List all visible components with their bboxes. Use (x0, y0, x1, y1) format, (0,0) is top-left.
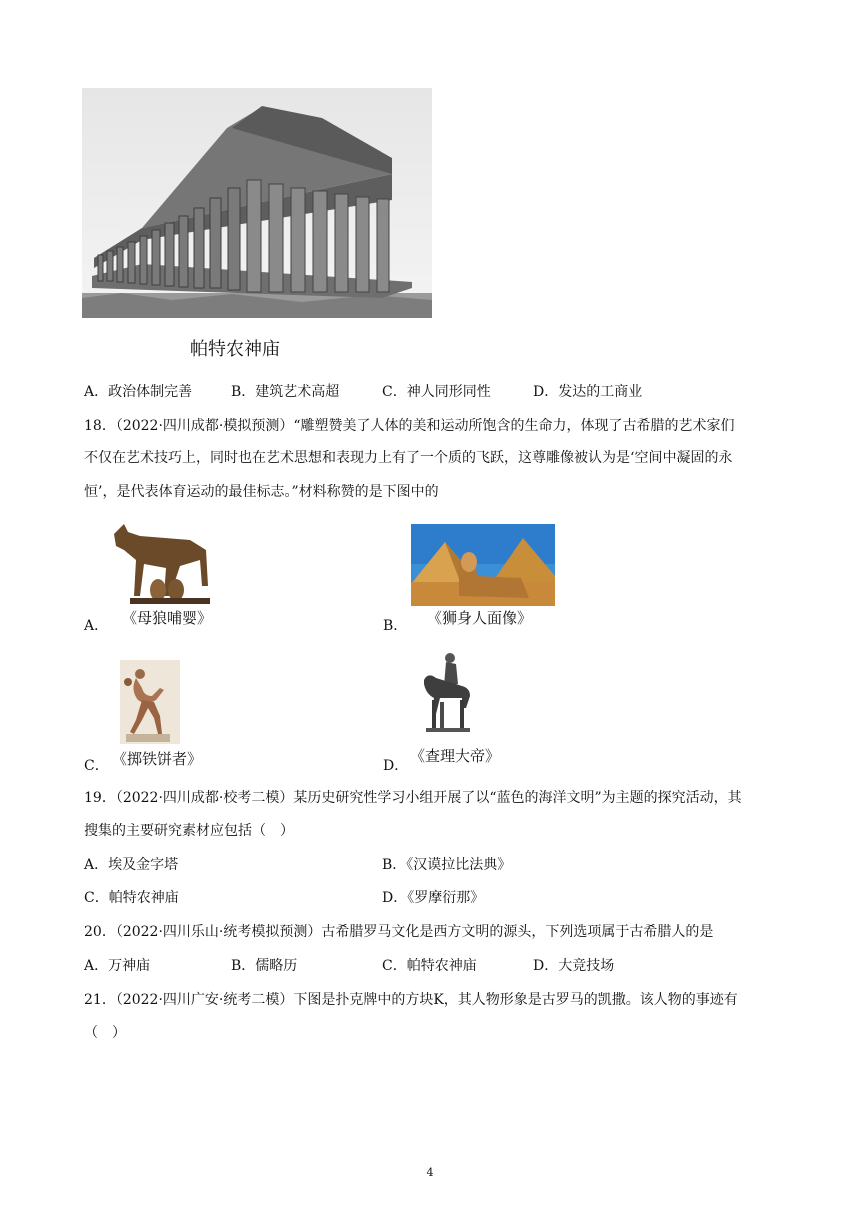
option-letter: B． (231, 958, 256, 974)
option-text: 万神庙 (108, 958, 151, 974)
option-text: 政治体制完善 (108, 384, 193, 400)
option-letter: A． (84, 384, 109, 400)
option-letter: D． (533, 384, 559, 400)
discobolus-caption: 《掷铁饼者》 (112, 750, 203, 768)
option-text: 《汉谟拉比法典》 (406, 857, 512, 873)
sphinx-image (411, 524, 555, 606)
q18-option-b-letter[interactable]: B． (383, 618, 408, 634)
q17-option-b[interactable] (231, 382, 339, 402)
q21-line-1: 21．（2022·四川广安·统考二模）下图是扑克牌中的方块K，其人物形象是古罗马的凯撒。该人物的事迹有 (84, 992, 738, 1008)
q19-line-2: 搜集的主要研究素材应包括（ ） (84, 823, 294, 839)
option-text: 神人同形同性 (406, 384, 491, 400)
q18-option-d-letter[interactable]: D． (383, 758, 409, 774)
q18-option-a-letter[interactable]: A． (84, 618, 109, 634)
option-text: 大竞技场 (558, 958, 615, 974)
q18-option-c-letter[interactable]: C． (84, 758, 109, 774)
q19-option-d[interactable] (382, 888, 484, 908)
parthenon-caption: 帕特农神庙 (190, 339, 280, 360)
option-text: 儒略历 (255, 958, 298, 974)
option-letter: B． (231, 384, 256, 400)
q20-line: 20．（2022·四川乐山·统考模拟预测）古希腊罗马文化是西方文明的源头，下列选项属于古希腊人的是 (84, 924, 714, 940)
q20-option-b[interactable] (231, 956, 297, 976)
charlemagne-caption: 《查理大帝》 (410, 747, 501, 765)
option-text: 建筑艺术高超 (255, 384, 340, 400)
option-text: 发达的工商业 (558, 384, 643, 400)
option-letter: D． (382, 890, 408, 906)
option-letter: C． (382, 958, 407, 974)
option-text: 《罗摩衍那》 (407, 890, 485, 906)
q19-option-c[interactable] (84, 888, 179, 908)
sphinx-caption: 《狮身人面像》 (427, 609, 533, 627)
option-letter: C． (84, 890, 109, 906)
option-letter: B． (382, 857, 407, 873)
q19-line-1: 19．（2022·四川成都·校考二模）某历史研究性学习小组开展了以“蓝色的海洋文明”为主题的探究活动，其 (84, 790, 742, 806)
parthenon-photo (82, 88, 432, 318)
q20-option-c[interactable] (382, 956, 477, 976)
q18-line-1: 18．（2022·四川成都·模拟预测）“雕塑赞美了人体的美和运动所饱含的生命力，体现了古希腊的艺术家们 (84, 418, 735, 434)
q17-option-a[interactable] (84, 382, 192, 402)
option-text: 帕特农神庙 (108, 890, 179, 906)
q18-line-3: 恒’，是代表体育运动的最佳标志。”材料称赞的是下图中的 (84, 484, 439, 500)
q21-line-2: （ ） (84, 1025, 126, 1041)
charlemagne-image (418, 650, 476, 736)
discobolus-image (120, 660, 180, 744)
option-letter: D． (533, 958, 559, 974)
q20-option-a[interactable] (84, 956, 150, 976)
option-letter: A． (84, 958, 109, 974)
option-letter: C． (382, 384, 407, 400)
she-wolf-image (110, 520, 220, 606)
she-wolf-caption: 《母狼哺婴》 (122, 609, 213, 627)
page-number: 4 (426, 1166, 434, 1179)
option-text: 帕特农神庙 (406, 958, 477, 974)
q19-option-b[interactable] (382, 855, 511, 875)
q17-option-c[interactable] (382, 382, 491, 402)
q17-option-d[interactable] (533, 382, 642, 402)
q18-line-2: 不仅在艺术技巧上，同时也在艺术思想和表现力上有了一个质的飞跃，这尊雕像被认为是‘空间中凝固的永 (84, 450, 733, 466)
option-letter: A． (84, 857, 109, 873)
q20-option-d[interactable] (533, 956, 614, 976)
option-text: 埃及金字塔 (108, 857, 179, 873)
q19-option-a[interactable] (84, 855, 178, 875)
